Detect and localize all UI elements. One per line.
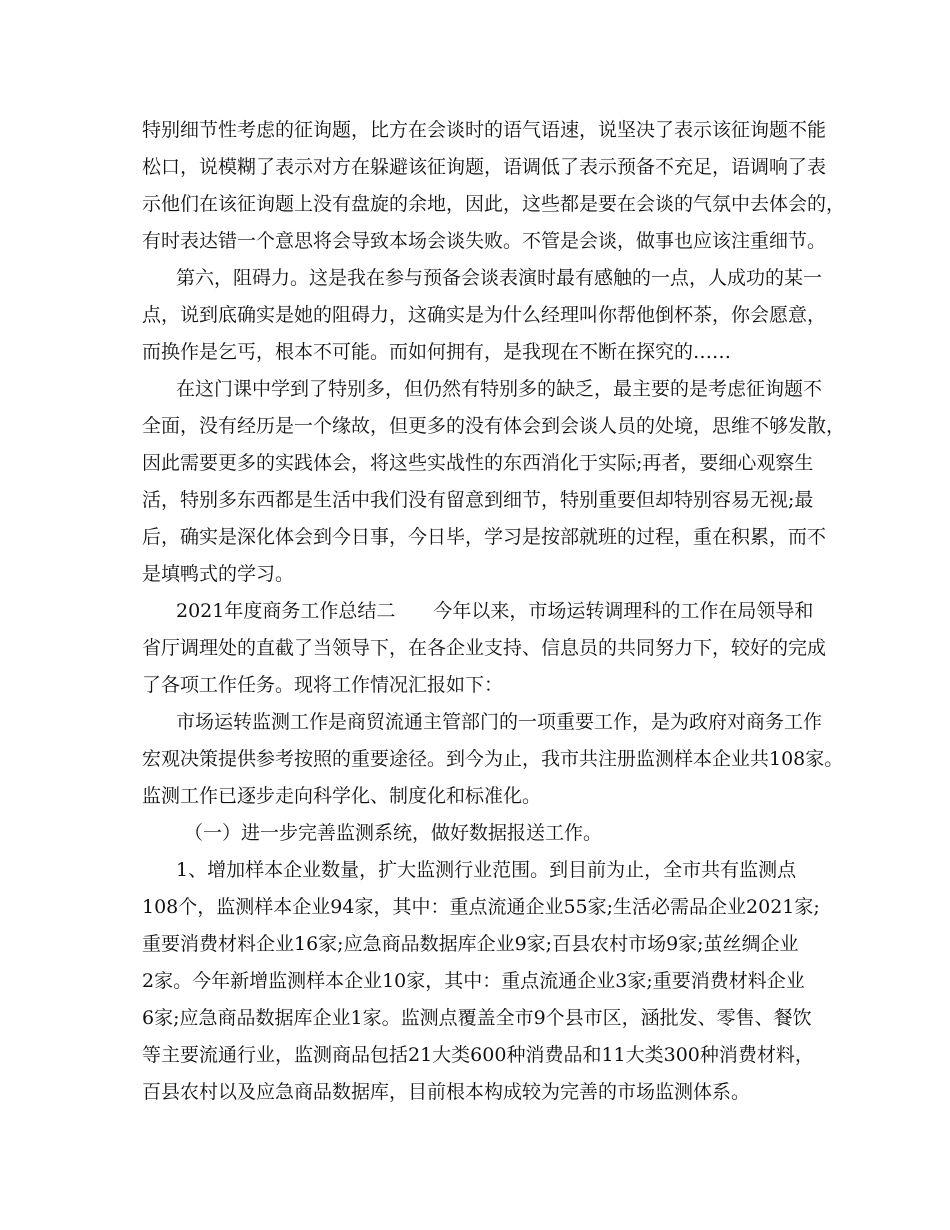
text-line: 6家;应急商品数据库企业1家。监测点覆盖全市9个县市区，涵批发、零售、餐饮 xyxy=(142,1007,812,1029)
text-line: 监测工作已逐步走向科学化、制度化和标准化。 xyxy=(142,785,542,807)
text-line: 108个，监测样本企业94家，其中：重点流通企业55家;生活必需品企业2021家; xyxy=(142,896,820,918)
text-line: （一）进一步完善监测系统，做好数据报送工作。 xyxy=(184,822,603,844)
text-line: 特别细节性考虑的征询题，比方在会谈时的语气语速，说坚决了表示该征询题不能 xyxy=(142,119,827,141)
text-line: 2021年度商务工作总结二 今年以来，市场运转调理科的工作在局领导和 xyxy=(176,600,814,622)
text-line: 有时表达错一个意思将会导致本场会谈失败。不管是会谈，做事也应该注重细节。 xyxy=(142,230,827,252)
text-line: 活，特别多东西都是生活中我们没有留意到细节，特别重要但却特别容易无视;最 xyxy=(142,489,814,511)
text-line: 后，确实是深化体会到今日事，今日毕，学习是按部就班的过程，重在积累，而不 xyxy=(142,526,827,548)
text-line: 全面，没有经历是一个缘故，但更多的没有体会到会谈人员的处境，思维不够发散， xyxy=(142,415,846,437)
text-line: 重要消费材料企业16家;应急商品数据库企业9家;百县农村市场9家;茧丝绸企业 xyxy=(142,933,799,955)
text-line: 了各项工作任务。现将工作情况汇报如下： xyxy=(142,674,504,696)
text-line: 是填鸭式的学习。 xyxy=(142,563,295,585)
text-line: 因此需要更多的实践体会，将这些实战性的东西消化于实际;再者，要细心观察生 xyxy=(142,452,814,474)
text-line: 1、增加样本企业数量，扩大监测行业范围。到目前为止，全市共有监测点 xyxy=(176,859,797,881)
text-line: 2家。今年新增监测样本企业10家，其中：重点流通企业3家;重要消费材料企业 xyxy=(142,970,805,992)
text-line: 省厅调理处的直截了当领导下，在各企业支持、信息员的共同努力下，较好的完成 xyxy=(142,637,827,659)
text-line: 市场运转监测工作是商贸流通主管部门的一项重要工作，是为政府对商务工作 xyxy=(176,711,823,733)
text-line: 第六，阻碍力。这是我在参与预备会谈表演时最有感触的一点，人成功的某一 xyxy=(176,267,823,289)
text-line: 等主要流通行业，监测商品包括21大类600种消费品和11大类300种消费材料， xyxy=(142,1044,814,1066)
text-line: 点，说到底确实是她的阻碍力，这确实是为什么经理叫你帮他倒杯茶，你会愿意， xyxy=(142,304,827,326)
text-line: 示他们在该征询题上没有盘旋的余地，因此，这些都是要在会谈的气氛中去体会的， xyxy=(142,193,846,215)
text-line: 而换作是乞丐，根本不可能。而如何拥有，是我现在不断在探究的…… xyxy=(142,341,732,363)
text-line: 松口，说模糊了表示对方在躲避该征询题，语调低了表示预备不充足，语调响了表 xyxy=(142,156,827,178)
text-line: 在这门课中学到了特别多，但仍然有特别多的缺乏，最主要的是考虑征询题不 xyxy=(176,378,823,400)
text-line: 宏观决策提供参考按照的重要途径。到今为止，我市共注册监测样本企业共108家。 xyxy=(142,748,844,770)
text-line: 百县农村以及应急商品数据库，目前根本构成较为完善的市场监测体系。 xyxy=(142,1081,751,1103)
